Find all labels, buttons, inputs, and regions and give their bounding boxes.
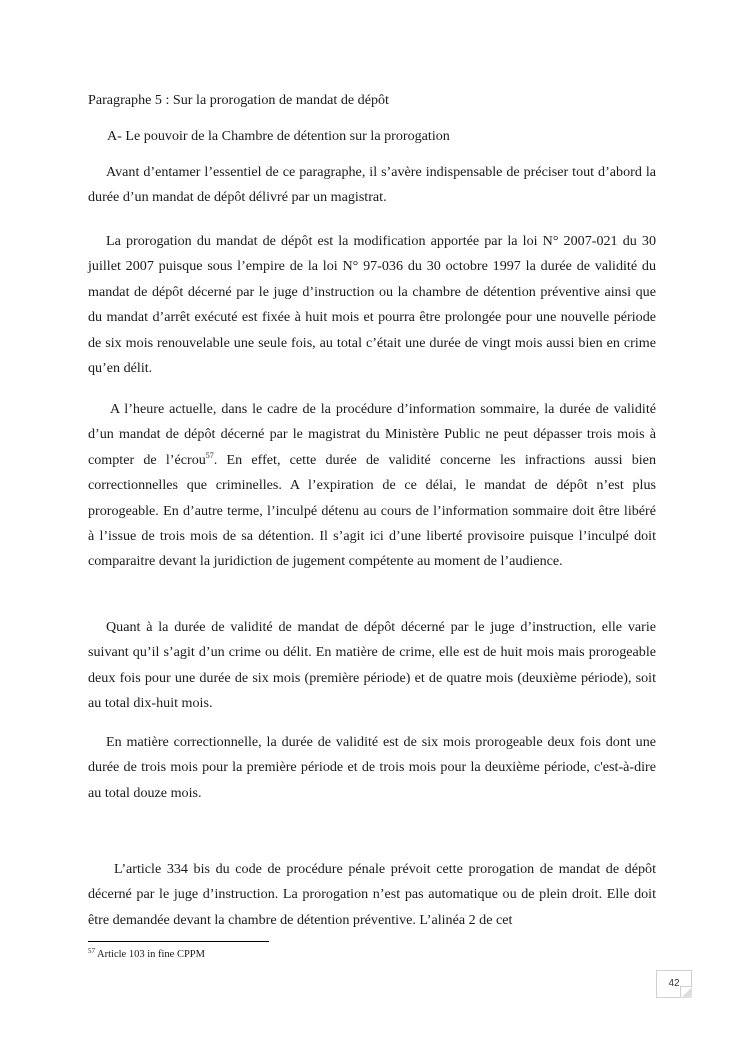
footnote-separator <box>88 941 269 942</box>
paragraph-text: . En effet, cette durée de validité concerne les infractions aussi bien correctionnelles que criminelles. A l’expiration de ce délai, le mandat de dépôt n’est plus prorogeable. En d’autre terme, l’inculpé détenu au cours de l’information sommaire doit être libéré à l’issue de trois mois de sa détention. Il s’agit ici d’une liberté provisoire puisque l’inculpé doit comparaitre devant la juridiction de jugement compétente au moment de l’audience. <box>88 451 656 570</box>
footnote <box>88 948 205 962</box>
body-paragraph: Quant à la durée de validité de mandat de dépôt décerné par le juge d’instruction, elle varie suivant qu’il s’agit d’un crime ou délit. En matière de crime, elle est de huit mois mais prorogeable deux fois pour une durée de six mois (première période) et de quatre mois (deuxième période), soit au total dix-huit mois. <box>88 619 656 712</box>
section-subheading: A- Le pouvoir de la Chambre de détention sur la prorogation <box>107 128 450 144</box>
footnote-text: Article 103 in fine CPPM <box>95 949 205 960</box>
page-corner-fold <box>680 986 692 998</box>
body-paragraph: Avant d’entamer l’essentiel de ce paragraphe, il s’avère indispensable de préciser tout d’abord la durée d’un mandat de dépôt délivré par un magistrat. <box>88 164 656 206</box>
footnote-marker: 57 <box>88 947 95 955</box>
paragraph-heading: Paragraphe 5 : Sur la prorogation de mandat de dépôt <box>88 92 389 108</box>
body-paragraph: L’article 334 bis du code de procédure pénale prévoit cette prorogation de mandat de dépôt décerné par le juge d’instruction. La prorogation n’est pas automatique ou de plein droit. Elle doit être demandée devant la chambre de détention préventive. L’alinéa 2 de cet <box>88 861 656 928</box>
page-number: 42 <box>656 970 692 998</box>
body-paragraph-with-footnote <box>88 397 656 575</box>
body-paragraph: En matière correctionnelle, la durée de validité est de six mois prorogeable deux fois dont une durée de trois mois pour la première période et de trois mois pour la deuxième période, c'est-à-dire au total douze mois. <box>88 734 656 801</box>
paragraph-text: A l’heure actuelle, dans le cadre de la procédure d’information sommaire, la durée de validité d’un mandat de dépôt décerné par le magistrat du Ministère Public ne peut dépasser trois mois à compter de l’écrou <box>88 401 656 468</box>
footnote-reference: 57 <box>205 450 214 460</box>
body-paragraph: La prorogation du mandat de dépôt est la modification apportée par la loi N° 2007-021 du 30 juillet 2007 puisque sous l’empire de la loi N° 97-036 du 30 octobre 1997 la durée de validité du mandat de dépôt décerné par le juge d’instruction ou la chambre de détention préventive ainsi que du mandat d’arrêt exécuté est fixée à huit mois et pourra être prolongée pour une nouvelle période de six mois renouvelable une seule fois, au total c’était une durée de vingt mois aussi bien en crime qu’en délit. <box>88 233 656 377</box>
